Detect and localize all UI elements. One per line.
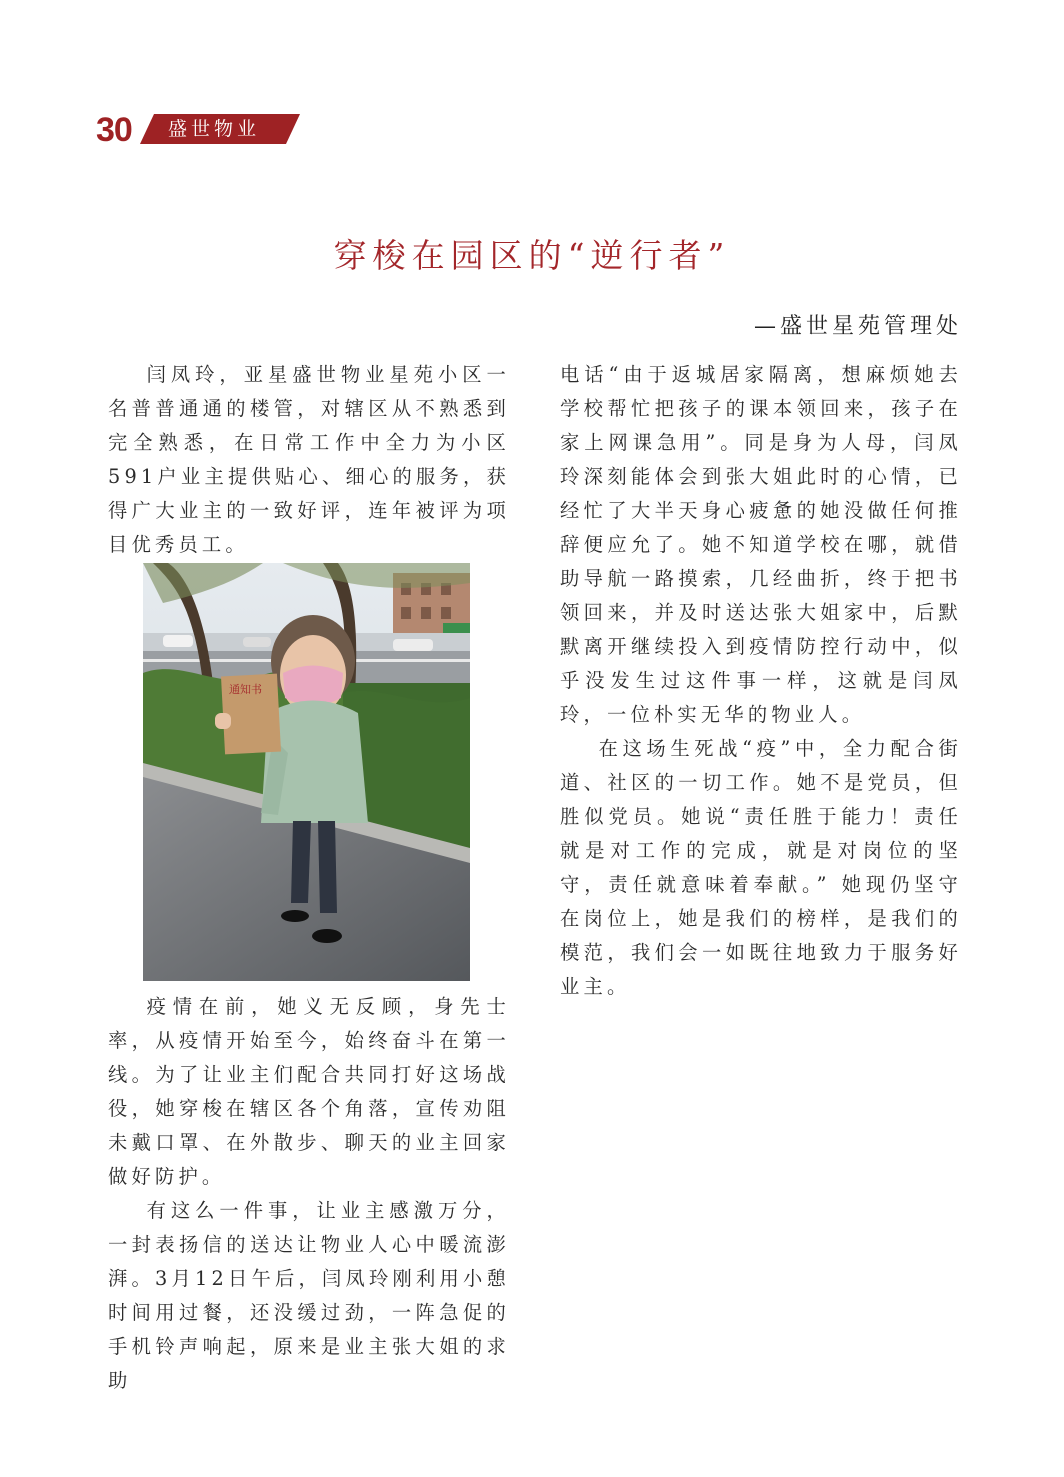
section-label: 盛世物业 — [168, 118, 261, 140]
article-photo — [143, 563, 470, 981]
paragraph: 在这场生死战“疫”中，全力配合街道、社区的一切工作。她不是党员，但胜似党员。她说“责任胜于能力！责任就是对工作的完成，就是对岗位的坚守，责任就意味着奉献。” 她现仍坚守在岗位上，她是我们的榜样，是我们的模范，我们会一如既往地致力于服务好业主。 — [560, 737, 962, 998]
left-column-bottom — [108, 990, 510, 1398]
section-tab — [140, 114, 300, 144]
article-title: 穿梭在园区的“逆行者” — [333, 236, 731, 275]
photo-illustration — [143, 563, 470, 981]
article-byline: —盛世星苑管理处 — [753, 314, 962, 339]
page-number: 30 — [96, 111, 132, 149]
right-column — [560, 358, 962, 1004]
photo-document-label: 通知书 — [229, 683, 262, 696]
paragraph: 有这么一件事，让业主感激万分，一封表扬信的送达让物业人心中暖流澎湃。3月12日午后，闫凤玲刚利用小憩时间用过餐，还没缓过劲，一阵急促的手机铃声响起，原来是业主张大姐的求助 — [108, 1199, 510, 1392]
left-column-top — [108, 358, 510, 562]
paragraph: 闫凤玲，亚星盛世物业星苑小区一名普普通通的楼管，对辖区从不熟悉到完全熟悉，在日常工作中全力为小区591户业主提供贴心、细心的服务，获得广大业主的一致好评，连年被评为项目优秀员工。 — [108, 363, 510, 556]
paragraph: 电话“由于返城居家隔离，想麻烦她去学校帮忙把孩子的课本领回来，孩子在家上网课急用”。同是身为人母，闫凤玲深刻能体会到张大姐此时的心情，已经忙了大半天身心疲惫的她没做任何推辞便应允了。她不知道学校在哪，就借助导航一路摸索，几经曲折，终于把书领回来，并及时送达张大姐家中，后默默离开继续投入到疫情防控行动中，似乎没发生过这件事一样，这就是闫凤玲，一位朴实无华的物业人。 — [560, 363, 962, 726]
paragraph: 疫情在前，她义无反顾，身先士率，从疫情开始至今，始终奋斗在第一线。为了让业主们配合共同打好这场战役，她穿梭在辖区各个角落，宣传劝阻未戴口罩、在外散步、聊天的业主回家做好防护。 — [108, 995, 510, 1188]
